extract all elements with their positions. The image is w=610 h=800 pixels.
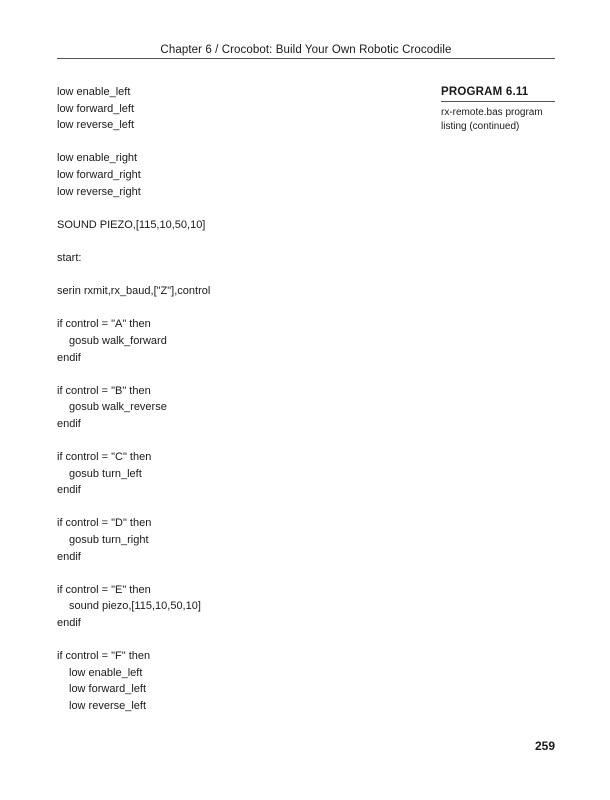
page-number: 259	[534, 739, 555, 753]
code-line: if control = "F" then	[57, 650, 151, 663]
code-line: low forward_right	[57, 168, 141, 181]
program-title-rule	[441, 101, 555, 102]
code-blank-line	[57, 267, 417, 284]
code-line: low enable_left	[57, 86, 131, 98]
code-blank-line	[57, 366, 417, 383]
code-blank-line	[57, 300, 417, 317]
code-line: gosub turn_left	[69, 467, 142, 480]
code-line: gosub walk_reverse	[69, 401, 167, 414]
code-line: if control = "E" then	[57, 583, 151, 596]
code-blank-line	[57, 632, 417, 649]
code-line: endif	[57, 417, 81, 430]
code-line: endif	[57, 351, 81, 364]
code-line: sound piezo,[115,10,50,10]	[69, 600, 201, 613]
code-line: if control = "B" then	[57, 384, 151, 397]
code-line: start:	[57, 251, 82, 264]
code-blank-line	[57, 565, 417, 582]
code-line: gosub walk_forward	[69, 334, 167, 347]
code-blank-line	[57, 499, 417, 516]
header-rule	[57, 58, 555, 59]
code-line: if control = "A" then	[57, 318, 151, 331]
code-line: low reverse_left	[57, 119, 135, 132]
code-listing	[57, 84, 417, 715]
code-line: low forward_left	[69, 683, 147, 696]
program-caption-line-2: listing (continued)	[441, 121, 520, 132]
code-line: low reverse_right	[57, 185, 141, 198]
code-blank-line	[57, 134, 417, 151]
program-caption-line-1: rx-remote.bas program	[441, 107, 543, 118]
code-line: if control = "C" then	[57, 451, 152, 464]
code-line: gosub turn_right	[69, 534, 149, 547]
code-line: SOUND PIEZO,[115,10,50,10]	[57, 218, 206, 231]
code-line: endif	[57, 550, 81, 563]
code-line: low enable_right	[57, 152, 138, 165]
code-line: endif	[57, 617, 81, 629]
program-title: PROGRAM 6.11	[441, 86, 529, 98]
code-blank-line	[57, 200, 417, 217]
code-line: low enable_left	[69, 666, 143, 679]
code-line: serin rxmit,rx_baud,["Z"],control	[57, 285, 211, 298]
code-line: low forward_left	[57, 102, 135, 115]
code-blank-line	[57, 432, 417, 449]
program-sidebar	[441, 84, 555, 134]
running-head: Chapter 6 / Crocobot: Build Your Own Robotic Crocodile	[160, 44, 452, 56]
code-line: if control = "D" then	[57, 517, 152, 530]
code-line: endif	[57, 484, 81, 497]
code-blank-line	[57, 233, 417, 250]
code-line: low reverse_left	[69, 699, 147, 712]
